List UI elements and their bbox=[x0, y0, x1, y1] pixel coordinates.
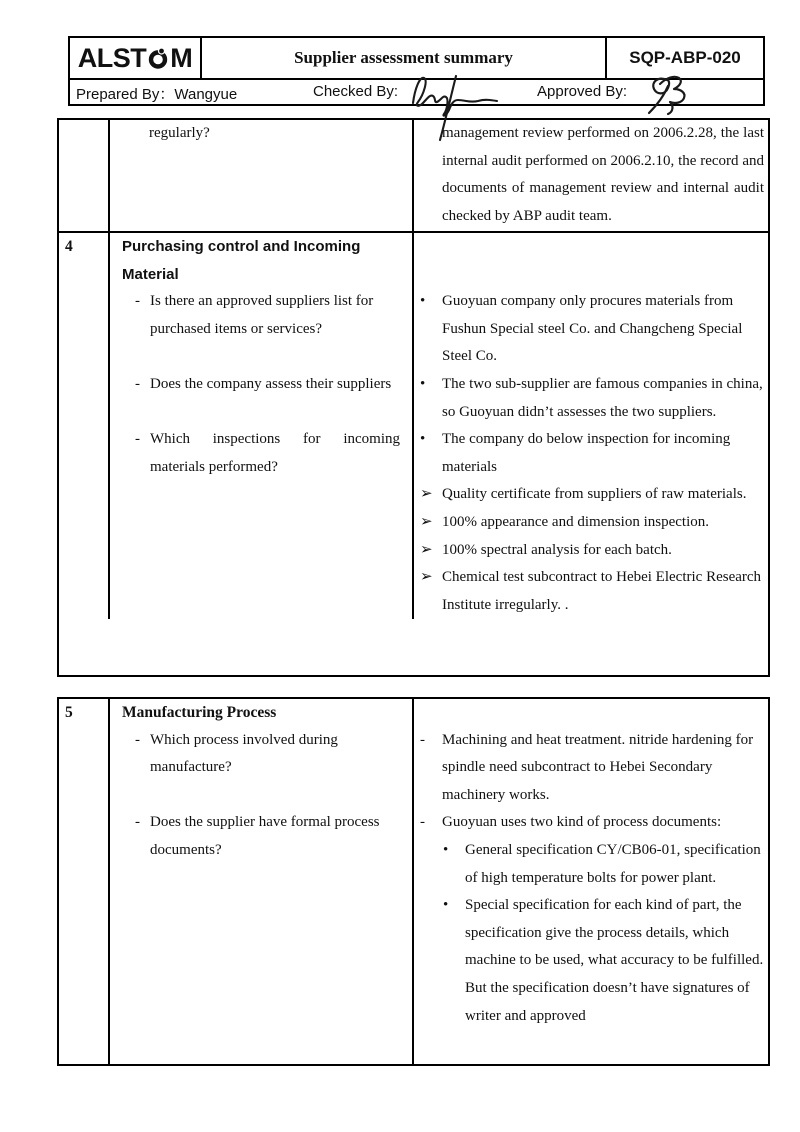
question-item bbox=[135, 371, 400, 399]
dash-bullet-icon: - bbox=[420, 814, 425, 831]
round-bullet-icon: • bbox=[420, 431, 426, 448]
question-text: Which inspections for incoming materials performed? bbox=[150, 431, 400, 475]
header-title-row bbox=[70, 38, 763, 80]
arrow-bullet-icon: ➢ bbox=[420, 569, 433, 586]
sub-answer-item bbox=[443, 892, 764, 1030]
dash-bullet-icon: - bbox=[135, 293, 140, 310]
answer-text: Quality certificate from suppliers of raw materials. bbox=[442, 486, 747, 503]
continuation-answer: management review performed on 2006.2.28, the last internal audit performed on 2006.2.10, the record and documents of management review and internal audit checked by ABP audit team. bbox=[442, 125, 764, 224]
answer-item bbox=[420, 481, 764, 509]
document-header-table bbox=[68, 36, 765, 106]
dash-bullet-icon: - bbox=[135, 431, 140, 448]
section5-title: Manufacturing Process bbox=[122, 704, 277, 721]
arrow-bullet-icon: ➢ bbox=[420, 486, 433, 503]
answer-text: Special specification for each kind of part, the specification give the process details, which machine to be used, what accuracy to be fulfilled. But the specification doesn’t have signatures of writer and approved bbox=[465, 897, 764, 1024]
question-text: Does the company assess their suppliers bbox=[150, 375, 392, 392]
answer-cell bbox=[414, 120, 768, 231]
answer-item bbox=[420, 426, 764, 481]
question-text: Does the supplier have formal process documents? bbox=[150, 814, 380, 858]
question-cell bbox=[110, 120, 414, 231]
answer-item bbox=[420, 537, 764, 565]
answer-text: The company do below inspection for incoming materials bbox=[442, 431, 731, 475]
signature-row bbox=[70, 80, 763, 106]
answer-text: 100% spectral analysis for each batch. bbox=[442, 541, 672, 558]
section4-number: 4 bbox=[59, 233, 110, 619]
answer-text: Chemical test subcontract to Hebei Electric Research Institute irregularly. . bbox=[442, 569, 762, 613]
answer-cell bbox=[414, 699, 768, 1064]
answer-item bbox=[420, 288, 764, 371]
answer-text: General specification CY/CB06-01, specification of high temperature bolts for power plant. bbox=[465, 841, 761, 886]
answer-cell bbox=[414, 233, 768, 619]
question-cell bbox=[110, 699, 414, 1064]
section5-row bbox=[59, 699, 768, 1064]
question-cell bbox=[110, 233, 414, 619]
question-item bbox=[135, 727, 400, 782]
question-item bbox=[135, 809, 400, 864]
answer-text: The two sub-supplier are famous companies in china, so Guoyuan didn’t assesses the two suppliers. bbox=[442, 375, 763, 420]
round-bullet-icon: • bbox=[443, 897, 449, 914]
question-text: Which process involved during manufacture? bbox=[150, 731, 338, 776]
dash-bullet-icon: - bbox=[135, 375, 140, 392]
answer-text: Guoyuan company only procures materials from Fushun Special steel Co. and Changcheng Special Steel Co. bbox=[442, 293, 743, 365]
answer-text: Machining and heat treatment. nitride hardening for spindle need subcontract to Hebei Secondary machinery works. bbox=[442, 731, 754, 803]
round-bullet-icon: • bbox=[420, 375, 426, 392]
answer-text: 100% appearance and dimension inspection. bbox=[442, 513, 709, 530]
logo-text-pre: ALST bbox=[77, 42, 147, 73]
assessment-table-2 bbox=[57, 697, 770, 1066]
prepared-by-value: Wangyue bbox=[174, 86, 238, 103]
prepared-by bbox=[76, 83, 237, 104]
checked-by-label: Checked By: bbox=[313, 83, 399, 100]
round-bullet-icon: • bbox=[420, 293, 426, 310]
answer-item bbox=[420, 727, 764, 810]
question-item bbox=[135, 288, 400, 343]
alstom-logo-o-icon bbox=[147, 46, 169, 70]
round-bullet-icon: • bbox=[443, 841, 449, 858]
section4-row bbox=[59, 233, 768, 619]
alstom-logo bbox=[70, 38, 202, 78]
answer-item bbox=[420, 371, 764, 426]
dash-bullet-icon: - bbox=[420, 731, 425, 748]
continuation-row bbox=[59, 120, 768, 233]
row-number-cell bbox=[59, 120, 110, 231]
answer-text: Guoyuan uses two kind of process documents: bbox=[442, 814, 722, 831]
approved-by-label: Approved By: bbox=[537, 83, 628, 100]
answer-item bbox=[420, 564, 764, 619]
sub-answer-item bbox=[443, 837, 764, 892]
question-item bbox=[135, 426, 400, 481]
answer-item bbox=[420, 509, 764, 537]
section4-title: Purchasing control and Incoming Material bbox=[122, 238, 361, 283]
section5-number: 5 bbox=[59, 699, 110, 1064]
document-code: SQP-ABP-020 bbox=[629, 48, 741, 67]
answer-item bbox=[420, 809, 764, 837]
prepared-by-label: Prepared By： bbox=[76, 86, 175, 103]
arrow-bullet-icon: ➢ bbox=[420, 513, 433, 530]
arrow-bullet-icon: ➢ bbox=[420, 541, 433, 558]
logo-text-post: M bbox=[170, 42, 193, 73]
assessment-table-1 bbox=[57, 118, 770, 677]
page-title: Supplier assessment summary bbox=[202, 38, 607, 78]
question-text: Is there an approved suppliers list for purchased items or services? bbox=[150, 293, 374, 337]
dash-bullet-icon: - bbox=[135, 814, 140, 831]
continuation-question: regularly? bbox=[149, 125, 210, 141]
dash-bullet-icon: - bbox=[135, 731, 140, 748]
